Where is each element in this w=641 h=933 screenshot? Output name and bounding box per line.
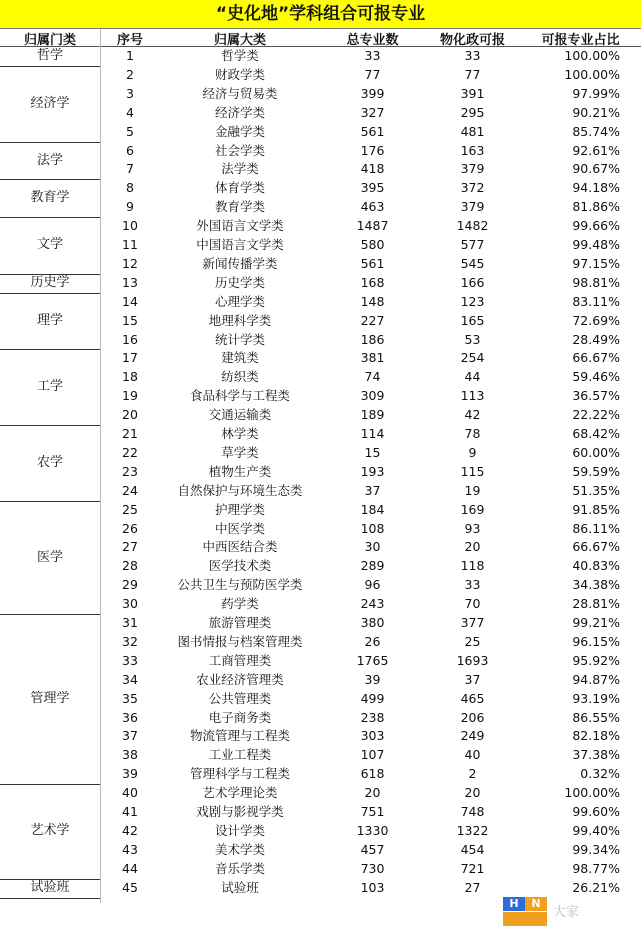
- eligible-cell: 465: [460, 690, 485, 706]
- eligible-cell: 78: [464, 426, 481, 441]
- class-cell: 交通运输类: [208, 407, 272, 423]
- header-eligible: 物化政可报: [439, 33, 505, 48]
- class-cell: 工业工程类: [208, 747, 272, 763]
- eligible-cell: 20: [464, 539, 481, 555]
- seq-cell: 16: [122, 331, 138, 347]
- class-cell: 中西医结合类: [202, 539, 278, 555]
- class-cell: 管理科学与工程类: [189, 766, 290, 782]
- seq-cell: 27: [122, 539, 138, 555]
- class-cell: 护理学类: [214, 501, 265, 517]
- total-cell: 1330: [356, 822, 389, 838]
- class-cell: 公共卫生与预防医学类: [177, 577, 303, 593]
- table-header: [0, 29, 641, 47]
- category-cell: 工学: [36, 379, 63, 395]
- class-cell: 法学类: [221, 161, 259, 177]
- ratio-cell: 59.46%: [572, 369, 620, 385]
- class-cell: 经济与贸易类: [202, 85, 278, 101]
- total-cell: 103: [360, 879, 385, 895]
- class-cell: 纺织类: [221, 369, 259, 385]
- eligible-cell: 254: [460, 350, 485, 366]
- total-cell: 189: [360, 407, 385, 423]
- seq-cell: 32: [122, 633, 138, 649]
- seq-cell: 17: [122, 350, 138, 366]
- eligible-cell: 1693: [456, 652, 489, 668]
- ratio-cell: 86.11%: [572, 520, 620, 536]
- class-cell: 社会学类: [214, 142, 265, 158]
- ratio-cell: 86.55%: [572, 709, 620, 725]
- eligible-cell: 77: [464, 66, 481, 82]
- total-cell: 499: [360, 690, 385, 706]
- ratio-cell: 59.59%: [572, 463, 620, 479]
- eligible-cell: 1482: [456, 218, 489, 234]
- seq-cell: 40: [122, 785, 138, 801]
- ratio-cell: 36.57%: [572, 388, 620, 404]
- ratio-cell: 51.35%: [572, 482, 620, 498]
- category-cell: 艺术学: [30, 823, 70, 839]
- ratio-cell: 99.48%: [572, 237, 620, 252]
- class-cell: 自然保护与环境生态类: [177, 482, 303, 498]
- seq-cell: 43: [122, 841, 138, 857]
- header-seq: 序号: [116, 33, 143, 48]
- eligible-cell: 372: [460, 180, 485, 196]
- class-cell: 医学技术类: [208, 558, 272, 574]
- total-cell: 227: [360, 312, 385, 328]
- seq-cell: 1: [126, 48, 134, 63]
- class-cell: 试验班: [221, 879, 259, 895]
- ratio-cell: 97.99%: [572, 85, 620, 101]
- ratio-cell: 0.32%: [580, 766, 620, 782]
- ratio-cell: 98.81%: [572, 274, 620, 290]
- total-cell: 168: [360, 274, 385, 290]
- class-cell: 哲学类: [221, 48, 259, 63]
- ratio-cell: 100.00%: [564, 785, 620, 801]
- eligible-cell: 379: [460, 199, 485, 215]
- total-cell: 561: [360, 123, 385, 139]
- class-cell: 教育学类: [214, 199, 265, 215]
- seq-cell: 34: [122, 671, 138, 687]
- class-cell: 统计学类: [214, 331, 265, 347]
- seq-cell: 37: [122, 728, 138, 744]
- total-cell: 381: [360, 350, 385, 366]
- total-cell: 457: [360, 841, 385, 857]
- total-cell: 26: [364, 633, 381, 649]
- seq-cell: 39: [122, 766, 138, 782]
- total-cell: 108: [360, 520, 385, 536]
- category-cell: 历史学: [30, 274, 70, 290]
- eligible-cell: 44: [464, 369, 481, 385]
- ratio-cell: 90.21%: [572, 104, 620, 120]
- eligible-cell: 40: [464, 747, 481, 763]
- total-cell: 751: [360, 804, 385, 819]
- ratio-cell: 83.11%: [572, 293, 620, 309]
- total-cell: 193: [360, 463, 385, 479]
- seq-cell: 29: [122, 577, 138, 593]
- total-cell: 238: [360, 709, 385, 725]
- seq-cell: 33: [122, 652, 138, 668]
- ratio-cell: 97.15%: [572, 255, 620, 271]
- watermark-logo: [503, 895, 633, 929]
- ratio-cell: 82.18%: [572, 728, 620, 744]
- ratio-cell: 28.49%: [572, 331, 620, 347]
- total-cell: 77: [364, 66, 381, 82]
- header-class: 归属大类: [213, 33, 266, 48]
- eligible-cell: 748: [460, 804, 485, 819]
- category-cell: 文学: [36, 237, 63, 253]
- class-cell: 中国语言文学类: [196, 237, 284, 252]
- seq-cell: 4: [126, 104, 134, 120]
- ratio-cell: 34.38%: [572, 577, 620, 593]
- seq-cell: 10: [122, 218, 138, 234]
- ratio-cell: 95.92%: [572, 652, 620, 668]
- total-cell: 148: [360, 293, 385, 309]
- ratio-cell: 72.69%: [572, 312, 620, 328]
- ratio-cell: 92.61%: [572, 142, 620, 158]
- class-cell: 建筑类: [221, 350, 259, 366]
- seq-cell: 15: [122, 312, 138, 328]
- ratio-cell: 85.74%: [572, 123, 620, 139]
- total-cell: 463: [360, 199, 385, 215]
- seq-cell: 24: [122, 482, 138, 498]
- eligible-cell: 19: [464, 482, 481, 498]
- ratio-cell: 100.00%: [564, 66, 620, 82]
- logo-n: N: [525, 897, 547, 911]
- seq-cell: 19: [122, 388, 138, 404]
- total-cell: 327: [360, 104, 385, 120]
- total-cell: 380: [360, 615, 385, 630]
- ratio-cell: 99.21%: [572, 615, 620, 630]
- class-cell: 戏剧与影视学类: [196, 804, 284, 819]
- eligible-cell: 53: [464, 331, 481, 347]
- ratio-cell: 26.21%: [572, 879, 620, 895]
- seq-cell: 44: [122, 860, 138, 876]
- total-cell: 114: [360, 426, 385, 441]
- seq-cell: 6: [126, 142, 134, 158]
- seq-cell: 45: [122, 879, 138, 895]
- eligible-cell: 27: [464, 879, 481, 895]
- class-cell: 植物生产类: [208, 463, 272, 479]
- total-cell: 561: [360, 255, 385, 271]
- class-cell: 物流管理与工程类: [189, 728, 290, 744]
- eligible-cell: 93: [464, 520, 481, 536]
- seq-cell: 21: [122, 426, 138, 441]
- ratio-cell: 96.15%: [572, 633, 620, 649]
- eligible-cell: 165: [460, 312, 485, 328]
- class-cell: 工商管理类: [208, 652, 272, 668]
- header-category: 归属门类: [23, 33, 76, 48]
- class-cell: 体育学类: [214, 180, 265, 196]
- class-cell: 电子商务类: [208, 709, 272, 725]
- watermark-text: 大家: [553, 905, 580, 920]
- seq-cell: 2: [126, 66, 134, 82]
- eligible-cell: 33: [464, 48, 481, 63]
- total-cell: 15: [364, 444, 381, 460]
- seq-cell: 13: [122, 274, 138, 290]
- category-cell: 哲学: [36, 48, 63, 63]
- eligible-cell: 163: [460, 142, 485, 158]
- class-cell: 旅游管理类: [208, 615, 272, 630]
- category-cell: 法学: [36, 152, 63, 168]
- class-cell: 外国语言文学类: [196, 218, 284, 234]
- group-divider: [0, 898, 100, 899]
- header-total: 总专业数: [346, 33, 399, 48]
- seq-cell: 28: [122, 558, 138, 574]
- seq-cell: 38: [122, 747, 138, 763]
- eligible-cell: 9: [468, 444, 477, 460]
- eligible-cell: 20: [464, 785, 481, 801]
- category-cell: 管理学: [30, 691, 70, 706]
- class-cell: 中医学类: [214, 520, 265, 536]
- seq-cell: 3: [126, 85, 134, 101]
- class-cell: 草学类: [221, 444, 259, 460]
- total-cell: 37: [364, 482, 381, 498]
- total-cell: 176: [360, 142, 385, 158]
- seq-cell: 30: [122, 596, 138, 612]
- category-cell: 经济学: [30, 95, 70, 111]
- eligible-cell: 25: [464, 633, 481, 649]
- ratio-cell: 66.67%: [572, 350, 620, 366]
- ratio-cell: 99.60%: [572, 804, 620, 819]
- ratio-cell: 99.66%: [572, 218, 620, 234]
- eligible-cell: 377: [460, 615, 485, 630]
- logo-stripe: [503, 912, 547, 926]
- ratio-cell: 94.18%: [572, 180, 620, 196]
- class-cell: 农业经济管理类: [196, 671, 284, 687]
- total-cell: 395: [360, 180, 385, 196]
- seq-cell: 12: [122, 255, 138, 271]
- total-cell: 289: [360, 558, 385, 574]
- eligible-cell: 2: [468, 766, 477, 782]
- eligible-cell: 37: [464, 671, 481, 687]
- logo-h: H: [503, 897, 525, 911]
- ratio-cell: 100.00%: [564, 48, 620, 63]
- total-cell: 309: [360, 388, 385, 404]
- ratio-cell: 28.81%: [572, 596, 620, 612]
- eligible-cell: 169: [460, 501, 485, 517]
- total-cell: 96: [364, 577, 381, 593]
- seq-cell: 31: [122, 615, 138, 630]
- ratio-cell: 81.86%: [572, 199, 620, 215]
- seq-cell: 41: [122, 804, 138, 819]
- class-cell: 艺术学理论类: [202, 785, 278, 801]
- class-cell: 财政学类: [214, 66, 265, 82]
- class-cell: 音乐学类: [214, 860, 265, 876]
- ratio-cell: 98.77%: [572, 860, 620, 876]
- category-cell: 试验班: [30, 879, 70, 895]
- seq-cell: 35: [122, 690, 138, 706]
- total-cell: 243: [360, 596, 385, 612]
- total-cell: 184: [360, 501, 385, 517]
- seq-cell: 20: [122, 407, 138, 423]
- total-cell: 20: [364, 785, 381, 801]
- eligible-cell: 113: [460, 388, 485, 404]
- category-cell: 理学: [36, 312, 63, 328]
- eligible-cell: 123: [460, 293, 485, 309]
- ratio-cell: 22.22%: [572, 407, 620, 423]
- seq-cell: 8: [126, 180, 134, 196]
- total-cell: 303: [360, 728, 385, 744]
- total-cell: 74: [364, 369, 381, 385]
- eligible-cell: 454: [460, 841, 485, 857]
- seq-cell: 36: [122, 709, 138, 725]
- ratio-cell: 94.87%: [572, 671, 620, 687]
- seq-cell: 14: [122, 293, 138, 309]
- eligible-cell: 379: [460, 161, 485, 177]
- seq-cell: 25: [122, 501, 138, 517]
- class-cell: 地理科学类: [208, 312, 272, 328]
- eligible-cell: 577: [460, 237, 485, 252]
- class-cell: 金融学类: [214, 123, 265, 139]
- total-cell: 39: [364, 671, 381, 687]
- seq-cell: 7: [126, 161, 134, 177]
- header-ratio: 可报专业占比: [541, 33, 620, 48]
- category-cell: 医学: [36, 549, 63, 565]
- eligible-cell: 70: [464, 596, 481, 612]
- ratio-cell: 37.38%: [572, 747, 620, 763]
- total-cell: 730: [360, 860, 385, 876]
- class-cell: 图书情报与档案管理类: [177, 633, 303, 649]
- class-cell: 药学类: [221, 596, 259, 612]
- class-cell: 设计学类: [214, 822, 265, 838]
- seq-cell: 18: [122, 369, 138, 385]
- ratio-cell: 93.19%: [572, 690, 620, 706]
- eligible-cell: 115: [460, 463, 485, 479]
- class-cell: 新闻传播学类: [202, 255, 278, 271]
- eligible-cell: 1322: [456, 822, 489, 838]
- seq-cell: 23: [122, 463, 138, 479]
- eligible-cell: 118: [460, 558, 485, 574]
- eligible-cell: 481: [460, 123, 485, 139]
- eligible-cell: 166: [460, 274, 485, 290]
- ratio-cell: 91.85%: [572, 501, 620, 517]
- total-cell: 618: [360, 766, 385, 782]
- total-cell: 418: [360, 161, 385, 177]
- seq-cell: 11: [122, 237, 138, 252]
- class-cell: 林学类: [221, 426, 259, 441]
- total-cell: 580: [360, 237, 385, 252]
- seq-cell: 22: [122, 444, 138, 460]
- class-cell: 经济学类: [214, 104, 265, 120]
- seq-cell: 42: [122, 822, 138, 838]
- ratio-cell: 90.67%: [572, 161, 620, 177]
- eligible-cell: 33: [464, 577, 481, 593]
- eligible-cell: 295: [460, 104, 485, 120]
- total-cell: 1765: [356, 652, 389, 668]
- total-cell: 30: [364, 539, 381, 555]
- eligible-cell: 249: [460, 728, 485, 744]
- seq-cell: 26: [122, 520, 138, 536]
- total-cell: 1487: [356, 218, 389, 234]
- category-cell: 教育学: [30, 190, 70, 206]
- class-cell: 历史学类: [214, 274, 265, 290]
- total-cell: 399: [360, 85, 385, 101]
- eligible-cell: 721: [460, 860, 485, 876]
- eligible-cell: 545: [460, 255, 485, 271]
- category-cell: 农学: [36, 455, 63, 470]
- eligible-cell: 206: [460, 709, 485, 725]
- total-cell: 107: [360, 747, 385, 763]
- ratio-cell: 99.34%: [572, 841, 620, 857]
- total-cell: 33: [364, 48, 381, 63]
- ratio-cell: 60.00%: [572, 444, 620, 460]
- eligible-cell: 42: [464, 407, 481, 423]
- class-cell: 美术学类: [214, 841, 265, 857]
- ratio-cell: 66.67%: [572, 539, 620, 555]
- table-title: “史化地”学科组合可报专业: [0, 0, 641, 29]
- class-cell: 公共管理类: [208, 690, 272, 706]
- ratio-cell: 40.83%: [572, 558, 620, 574]
- seq-cell: 9: [126, 199, 134, 215]
- seq-cell: 5: [126, 123, 134, 139]
- eligible-cell: 391: [460, 85, 485, 101]
- class-cell: 食品科学与工程类: [189, 388, 290, 404]
- total-cell: 186: [360, 331, 385, 347]
- ratio-cell: 68.42%: [572, 426, 620, 441]
- class-cell: 心理学类: [214, 293, 265, 309]
- ratio-cell: 99.40%: [572, 822, 620, 838]
